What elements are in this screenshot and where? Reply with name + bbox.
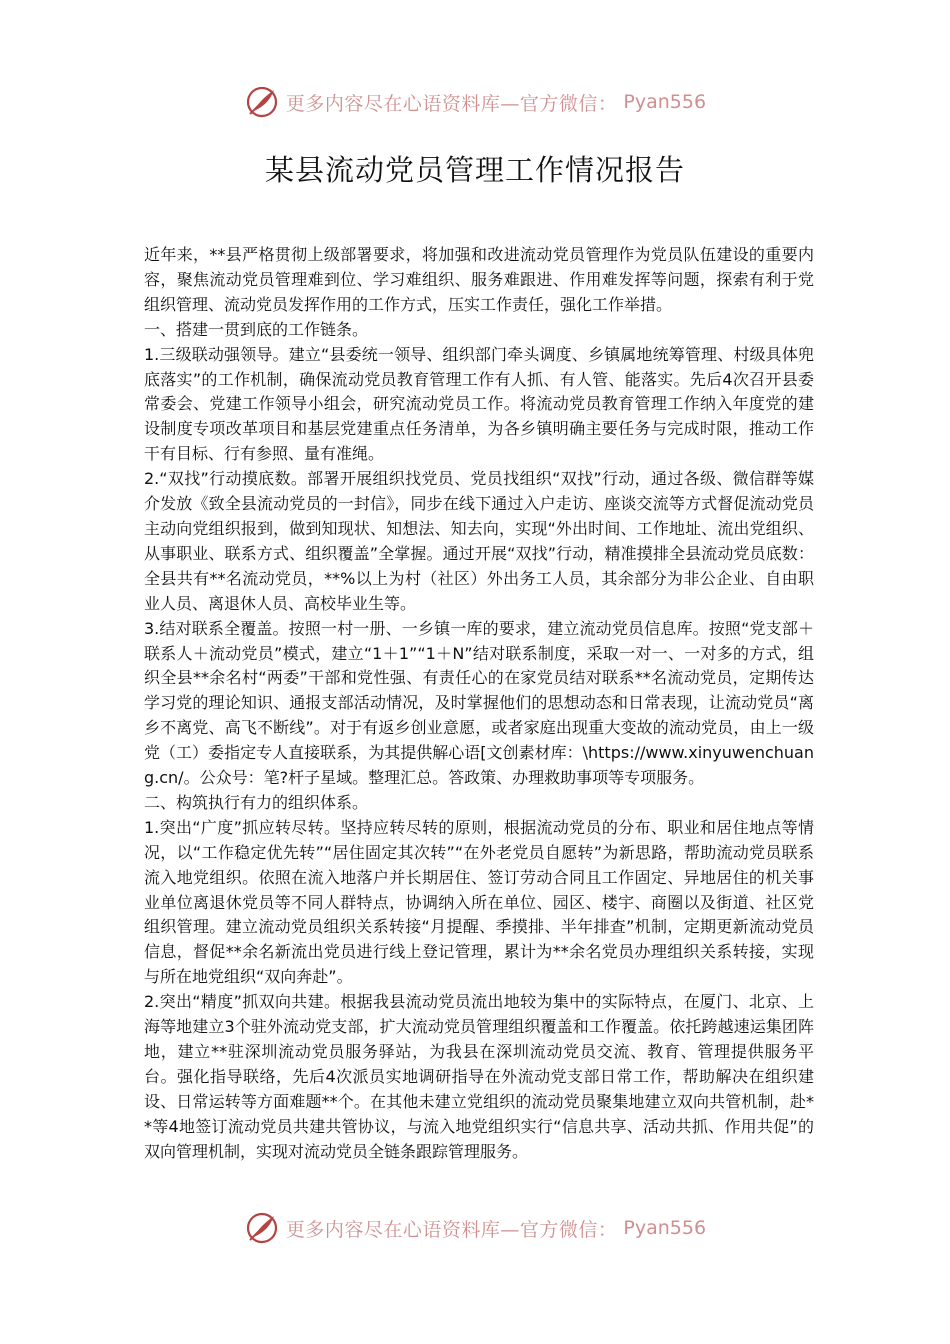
quill-logo-icon: [244, 84, 280, 120]
body-paragraph: 2.突出“精度”抓双向共建。根据我县流动党员流出地较为集中的实际特点，在厦门、北京、上海等地建立3个驻外流动党支部，扩大流动党员管理组织覆盖和工作覆盖。依托跨越速运集团阵地，建立**驻深圳流动党员服务驿站，为我县在深圳流动党员交流、教育、管理提供服务平台。强化指导联络，先后4次派员实地调研指导在外流动党支部日常工作，帮助解决在组织建设、日常运转等方面难题**个。在其他未建立党组织的流动党员聚集地建立双向共管机制，赴**等4地签订流动党员共建共管协议，与流入地党组织实行“信息共享、活动共抓、作用共促”的双向管理机制，实现对流动党员全链条跟踪管理服务。: [144, 992, 814, 1161]
footer-watermark: [0, 1210, 950, 1246]
quill-logo-icon: [244, 1210, 280, 1246]
watermark-wechat-id: Pyan556: [623, 91, 707, 113]
document-title: 某县流动党员管理工作情况报告: [264, 153, 685, 187]
body-paragraph: 1.三级联动强领导。建立“县委统一领导、组织部门牵头调度、乡镇属地统筹管理、村级具体兜底落实”的工作机制，确保流动党员教育管理工作有人抓、有人管、能落实。先后4次召开县委常委会、党建工作领导小组会，研究流动党员工作。将流动党员教育管理工作纳入年度党的建设制度专项改革项目和基层党建重点任务清单，为各乡镇明确主要任务与完成时限，推动工作干有目标、行有参照、量有准绳。: [144, 344, 814, 464]
section-heading-1: 一、搭建一贯到底的工作链条。: [144, 319, 369, 339]
watermark-text: 更多内容尽在心语资料库—官方微信：: [285, 1218, 618, 1241]
body-paragraph: 3.结对联系全覆盖。按照一村一册、一乡镇一库的要求，建立流动党员信息库。按照“党支部＋联系人＋流动党员”模式，建立“1＋1”“1＋N”结对联系制度，采取一对一、一对多的方式，组织全县**余名村“两委”干部和党性强、有责任心的在家党员结对联系**名流动党员，定期传达学习党的理论知识、通报支部活动情况，及时掌握他们的思想动态和日常表现，让流动党员“离乡不离党、高飞不断线”。对于有返乡创业意愿，或者家庭出现重大变故的流动党员，由上一级党（工）委指定专人直接联系，为其提供解心语[文创素材库：\https://www.xinyuwenchuang.cn/。公众号：笔?杆子星域。整理汇总。答政策、办理救助事项等专项服务。: [144, 618, 814, 788]
header-watermark: [0, 84, 950, 120]
document-body: [144, 243, 814, 1165]
watermark-text: 更多内容尽在心语资料库—官方微信：: [285, 92, 618, 115]
body-paragraph: 2.“双找”行动摸底数。部署开展组织找党员、党员找组织“双找”行动，通过各级、微信群等媒介发放《致全县流动党员的一封信》，同步在线下通过入户走访、座谈交流等方式督促流动党员主动向党组织报到，做到知现状、知想法、知去向，实现“外出时间、工作地址、流出党组织、从事职业、联系方式、组织覆盖”全掌握。通过开展“双找”行动，精准摸排全县流动党员底数：全县共有**名流动党员，**%以上为村（社区）外出务工人员，其余部分为非公企业、自由职业人员、离退休人员、高校毕业生等。: [144, 469, 814, 613]
watermark-wechat-id: Pyan556: [623, 1217, 707, 1239]
section-heading-2: 二、构筑执行有力的组织体系。: [144, 792, 369, 812]
intro-paragraph: 近年来，**县严格贯彻上级部署要求，将加强和改进流动党员管理作为党员队伍建设的重要内容，聚焦流动党员管理难到位、学习难组织、服务难跟进、作用难发挥等问题，探索有利于党组织管理、流动党员发挥作用的工作方式，压实工作责任，强化工作举措。: [144, 245, 814, 314]
body-paragraph: 1.突出“广度”抓应转尽转。坚持应转尽转的原则，根据流动党员的分布、职业和居住地点等情况，以“工作稳定优先转”“居住固定其次转”“在外老党员自愿转”为新思路，帮助流动党员联系流入地党组织。依照在流入地落户并长期居住、签订劳动合同且工作固定、异地居住的机关事业单位离退休党员等不同人群特点，协调纳入所在单位、园区、楼宇、商圈以及街道、社区党组织管理。建立流动党员组织关系转接“月提醒、季摸排、半年排查”机制，定期更新流动党员信息，督促**余名新流出党员进行线上登记管理，累计为**余名党员办理组织关系转接，实现与所在地党组织“双向奔赴”。: [144, 817, 814, 987]
